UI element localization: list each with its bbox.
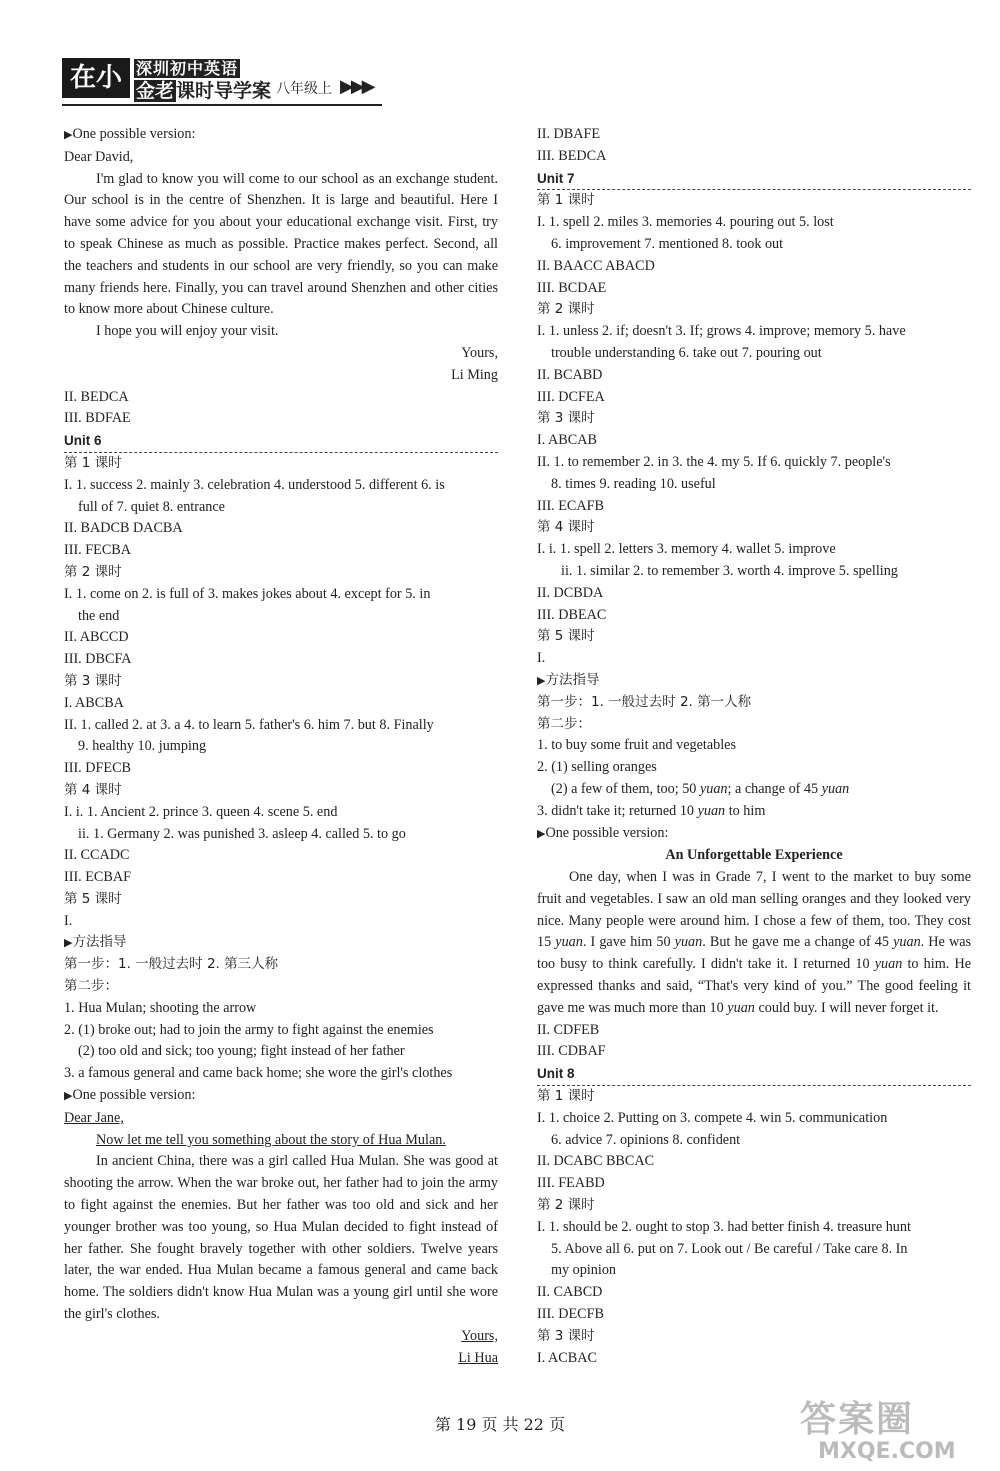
answer-line: full of 7. quiet 8. entrance <box>78 498 225 515</box>
answer-line: II. CABCD <box>537 1284 603 1301</box>
triangle-icon: ▶ <box>64 129 73 141</box>
version-label: ▶One possible version: <box>64 1087 196 1104</box>
triangle-icon: ▶ <box>537 673 546 687</box>
answer-line: I. 1. spell 2. miles 3. memories 4. pouring out 5. lost <box>537 214 834 231</box>
answer-line: I. ABCBA <box>64 694 124 711</box>
answer-line: III. ECBAF <box>64 869 131 886</box>
answer-line: ii. 1. similar 2. to remember 3. worth 4. improve 5. spelling <box>561 562 898 579</box>
answer-line: trouble understanding 6. take out 7. pouring out <box>551 344 822 361</box>
method-guide: ▶方法指导 <box>537 671 600 688</box>
letter-signature: Li Hua <box>458 1349 498 1366</box>
header-arrows-icon: ▶▶▶ <box>340 76 373 96</box>
answer-line: II. DCABC BBCAC <box>537 1153 655 1170</box>
letter-closing: I hope you will enjoy your visit. <box>96 323 279 340</box>
answer-line: III. FEABD <box>537 1175 605 1192</box>
letter-paragraph: Now let me tell you something about the story of Hua Mulan. <box>96 1131 446 1148</box>
triangle-icon: ▶ <box>64 936 73 950</box>
method-guide: ▶方法指导 <box>64 934 127 951</box>
outline-line: 2. (1) selling oranges <box>537 759 657 776</box>
answer-line: I. 1. unless 2. if; doesn't 3. If; grows 4. improve; memory 5. have <box>537 323 906 340</box>
essay-body: One day, when I was in Grade 7, I went to the market to buy some fruit and vegetables. I saw an old man selling oranges and they looked very nice. Many people were around him. I chose a few of them, too. They cost 15 yuan. I gave him 50 yuan. But he gave me a change of 45 yuan. He was too busy to think carefully. I didn't take it. I returned 10 yuan to him. He expressed thanks and said, “That's very kind of you.” The good feeling it gave me was much more than 10 yuan could buy. I will never forget it. <box>537 869 972 1016</box>
outline-line: (2) too old and sick; too young; fight instead of her father <box>78 1043 405 1060</box>
letter-body: I'm glad to know you will come to our school as an exchange student. Our school is in the centre of Shenzhen. It is large and beautiful. Here I have some advice for you about your educational exchange visit. First, try to speak Chinese as much as possible. Practice makes perfect. Second, all the teachers and students in our school are very friendly, so you can make many friends here. Finally, you can travel around Shenzhen and other cities to know more about Chinese culture. <box>64 170 498 318</box>
watermark-text: 答案圈 <box>800 1399 915 1440</box>
lesson-heading: 第 2 课时 <box>537 301 595 318</box>
answer-line: III. CDBAF <box>537 1043 606 1060</box>
unit-heading: Unit 6 <box>64 430 498 453</box>
answer-line: 5. Above all 6. put on 7. Look out / Be careful / Take care 8. In <box>551 1240 908 1257</box>
answer-line: II. CCADC <box>64 847 130 864</box>
lesson-heading: 第 3 课时 <box>64 672 122 689</box>
answer-line: III. BDFAE <box>64 410 131 427</box>
left-column <box>64 124 498 1369</box>
lesson-heading: 第 5 课时 <box>537 628 595 645</box>
outline-line: 3. a famous general and came back home; she wore the girl's clothes <box>64 1065 453 1082</box>
answer-line: my opinion <box>551 1262 617 1279</box>
answer-line: I. i. 1. Ancient 2. prince 3. queen 4. scene 5. end <box>64 803 338 820</box>
answer-line: II. BCABD <box>537 366 603 383</box>
lesson-heading: 第 2 课时 <box>64 563 122 580</box>
answer-line: III. ECAFB <box>537 497 604 514</box>
outline-line: 2. (1) broke out; had to join the army to fight against the enemies <box>64 1021 434 1038</box>
letter-paragraph: In ancient China, there was a girl called Hua Mulan. She was good at shooting the arrow. When the war broke out, her father had to join the army to fight against the enemies. But her father was too old and sick and her younger brother was too young, so Hua Mulan decided to fight instead of her father. She fought bravely together with other soldiers. Twelve years later, the war ended. Hua Mulan became a famous general and came back home. The soldiers didn't know Hua Mulan was a young girl until she wore the girl's clothes. <box>64 1153 498 1323</box>
answer-line: II. DCBDA <box>537 584 604 601</box>
answer-line: 8. times 9. reading 10. useful <box>551 475 716 492</box>
outline-line: 1. to buy some fruit and vegetables <box>537 737 736 754</box>
lesson-heading: 第 4 课时 <box>537 519 595 536</box>
page-header <box>62 56 392 104</box>
page-number: 第 19 页 共 22 页 <box>434 1415 566 1434</box>
answer-line: II. ABCCD <box>64 629 129 646</box>
version-label: ▶One possible version: <box>537 824 669 841</box>
answer-line: II. CDFEB <box>537 1021 600 1038</box>
answer-line: I. 1. choice 2. Putting on 3. compete 4. win 5. communication <box>537 1109 888 1126</box>
answer-line: I. <box>64 912 73 929</box>
unit-heading: Unit 8 <box>537 1063 971 1086</box>
answer-line: I. i. 1. spell 2. letters 3. memory 4. wallet 5. improve <box>537 541 836 558</box>
answer-line: the end <box>78 607 120 624</box>
answer-line: II. BEDCA <box>64 388 129 405</box>
essay-title: An Unforgettable Experience <box>665 847 843 864</box>
answer-line: 6. advice 7. opinions 8. confident <box>551 1131 741 1148</box>
series-name: 深圳初中英语 <box>136 59 239 78</box>
answer-line: II. BAACC ABACD <box>537 257 655 274</box>
step-two: 第二步： <box>64 978 118 995</box>
lesson-heading: 第 1 课时 <box>537 1088 595 1105</box>
answer-line: I. 1. should be 2. ought to stop 3. had better finish 4. treasure hunt <box>537 1218 911 1235</box>
watermark-url: MXQE.COM <box>818 1439 956 1464</box>
step-one: 第一步：1. 一般过去时 2. 第三人称 <box>64 956 279 973</box>
triangle-icon: ▶ <box>64 1090 73 1103</box>
letter-greeting: Dear Jane, <box>64 1109 124 1126</box>
answer-line: ii. 1. Germany 2. was punished 3. asleep 4. called 5. to go <box>78 825 406 842</box>
right-column <box>537 124 971 1369</box>
answer-line: III. DBCFA <box>64 651 132 668</box>
header-divider <box>62 104 382 106</box>
answer-line: I. 1. success 2. mainly 3. celebration 4. understood 5. different 6. is <box>64 476 445 493</box>
lesson-heading: 第 1 课时 <box>537 192 595 209</box>
answer-line: III. DECFB <box>537 1306 604 1323</box>
outline-line: 3. didn't take it; returned 10 yuan to him <box>537 802 766 819</box>
answer-line: I. 1. come on 2. is full of 3. makes jokes about 4. except for 5. in <box>64 585 431 602</box>
step-one: 第一步：1. 一般过去时 2. 第一人称 <box>537 693 752 710</box>
unit-heading: Unit 7 <box>537 168 971 191</box>
answer-line: III. BCDAE <box>537 279 607 296</box>
answer-line: 6. improvement 7. mentioned 8. took out <box>551 235 784 252</box>
answer-line: III. DBEAC <box>537 606 607 623</box>
book-title: 金老 课时导学案 <box>136 80 272 102</box>
outline-line: 1. Hua Mulan; shooting the arrow <box>64 999 257 1016</box>
answer-line: II. DBAFE <box>537 126 601 142</box>
triangle-icon: ▶ <box>537 827 546 840</box>
answer-line: III. BEDCA <box>537 147 607 164</box>
answer-line: I. ABCAB <box>537 432 597 449</box>
lesson-heading: 第 4 课时 <box>64 781 122 798</box>
grade-label: 八年级上 <box>276 81 332 97</box>
letter-greeting: Dear David, <box>64 148 134 165</box>
answer-line: I. <box>537 650 546 667</box>
watermark-logo <box>800 1400 990 1466</box>
letter-signature: Li Ming <box>451 366 498 383</box>
lesson-heading: 第 3 课时 <box>537 1327 595 1344</box>
lesson-heading: 第 5 课时 <box>64 890 122 907</box>
answer-line: I. ACBAC <box>537 1349 597 1366</box>
version-label: ▶One possible version: <box>64 126 196 142</box>
answer-line: 9. healthy 10. jumping <box>78 738 207 755</box>
letter-sign-off: Yours, <box>461 1327 498 1344</box>
lesson-heading: 第 2 课时 <box>537 1197 595 1214</box>
lesson-heading: 第 1 课时 <box>64 454 122 471</box>
answer-line: II. BADCB DACBA <box>64 520 183 537</box>
answer-line: II. 1. called 2. at 3. a 4. to learn 5. father's 6. him 7. but 8. Finally <box>64 716 434 733</box>
answer-line: II. 1. to remember 2. in 3. the 4. my 5. If 6. quickly 7. people's <box>537 453 891 470</box>
outline-line: (2) a few of them, too; 50 yuan; a change of 45 yuan <box>551 780 850 797</box>
answer-line: III. FECBA <box>64 542 131 559</box>
step-two: 第二步： <box>537 715 591 732</box>
brand-logo: 在小 <box>62 58 130 98</box>
lesson-heading: 第 3 课时 <box>537 410 595 427</box>
letter-sign-off: Yours, <box>461 344 498 361</box>
answer-line: III. DCFEA <box>537 388 605 405</box>
answer-line: III. DFECB <box>64 760 131 777</box>
